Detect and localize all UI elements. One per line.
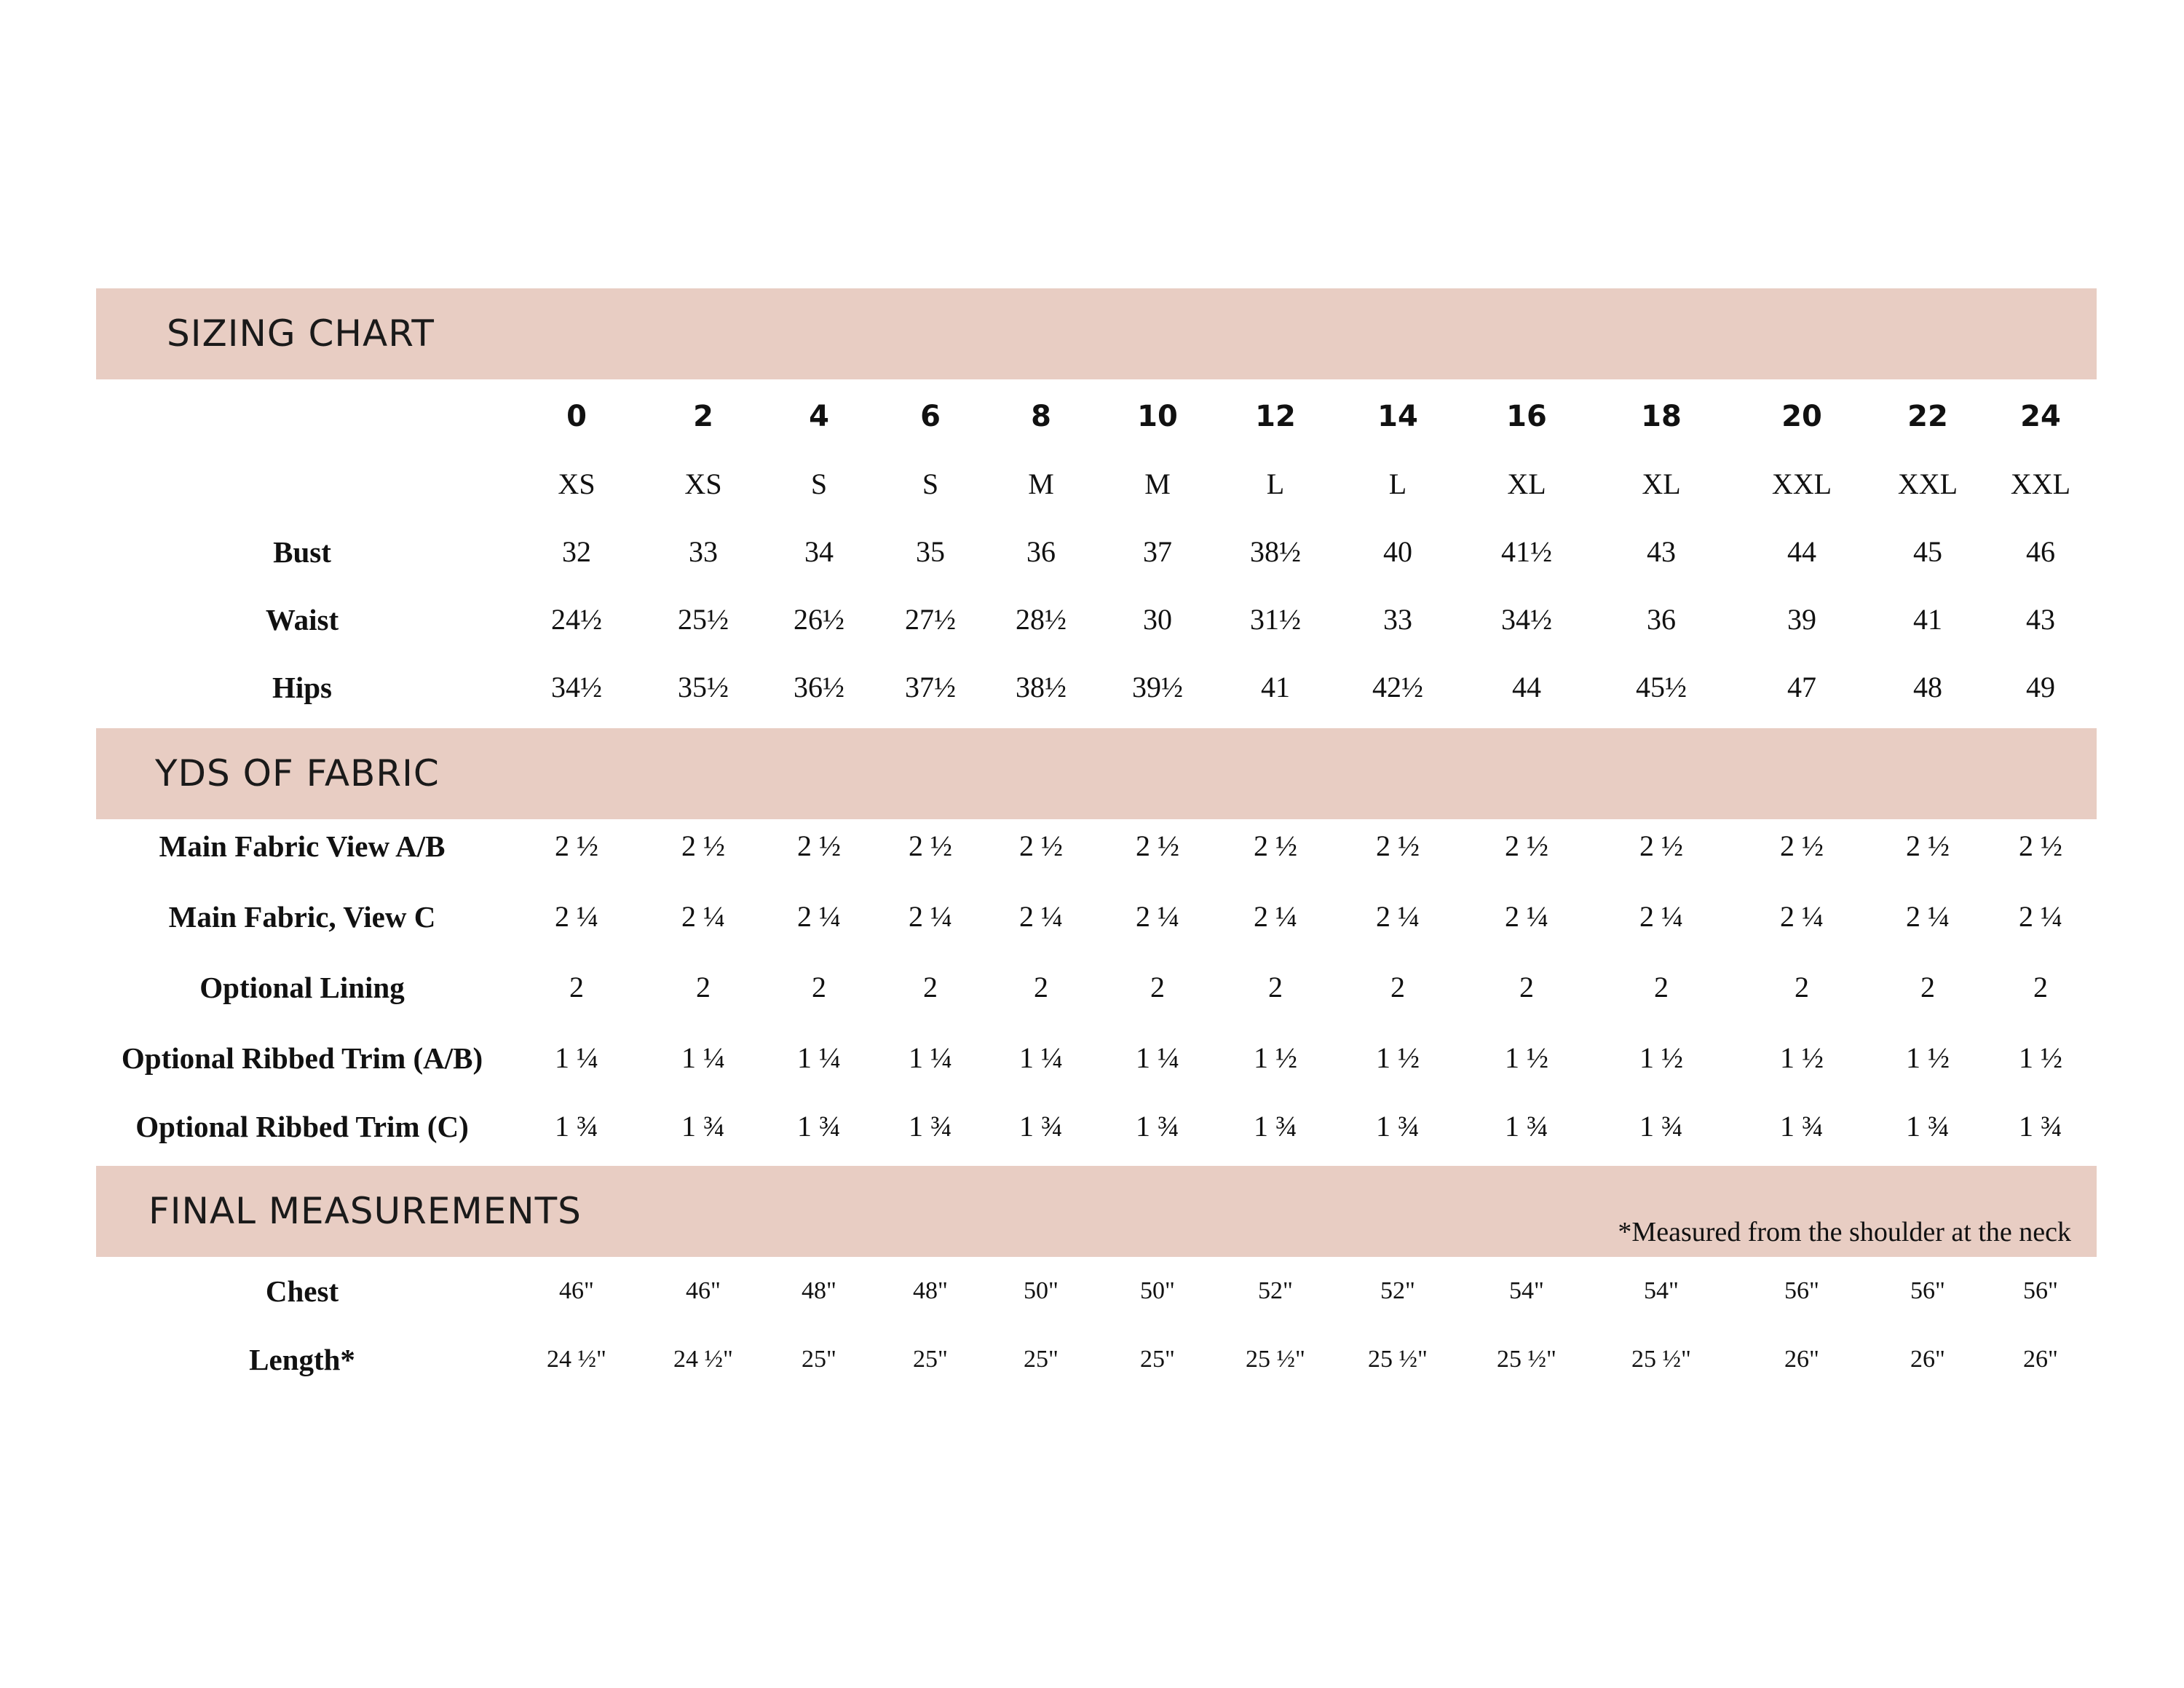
- sizing-chart-title: SIZING CHART: [167, 312, 435, 355]
- table-cell: 25": [802, 1346, 836, 1373]
- table-cell: 56": [1784, 1277, 1819, 1304]
- table-cell: 2 ¼: [1376, 900, 1420, 933]
- table-cell: 2: [693, 400, 713, 433]
- table-cell: 45½: [1636, 671, 1687, 703]
- table-cell: 2: [696, 971, 711, 1003]
- table-cell: 12: [1255, 400, 1296, 433]
- table-cell: 1 ½: [1254, 1041, 1297, 1074]
- table-cell: 41½: [1501, 535, 1552, 568]
- table-cell: 32: [562, 535, 591, 568]
- table-cell: 16: [1506, 400, 1547, 433]
- table-cell: 38½: [1016, 671, 1067, 703]
- table-cell: 24 ½": [547, 1346, 606, 1373]
- table-cell: 25 ½": [1246, 1346, 1305, 1373]
- table-cell: 2: [1654, 971, 1669, 1003]
- table-cell: 56": [2023, 1277, 2058, 1304]
- table-cell: 35½: [678, 671, 729, 703]
- table-cell: 1 ¼: [681, 1041, 725, 1074]
- table-cell: 34½: [551, 671, 602, 703]
- table-cell: 25": [1024, 1346, 1059, 1373]
- table-cell: 26½: [794, 603, 844, 636]
- table-cell: 10: [1137, 400, 1178, 433]
- table-cell: 35: [916, 535, 945, 568]
- table-cell: 2: [923, 971, 938, 1003]
- table-cell: 0: [566, 400, 587, 433]
- table-cell: 2 ½: [1254, 829, 1297, 862]
- table-cell: 25½: [678, 603, 729, 636]
- table-cell: 4: [809, 400, 829, 433]
- table-cell: 2 ¼: [1780, 900, 1824, 933]
- table-cell: 1 ¼: [797, 1041, 841, 1074]
- table-cell: 2: [1150, 971, 1165, 1003]
- table-cell: 2 ½: [797, 829, 841, 862]
- table-cell: XS: [558, 468, 596, 500]
- table-row: [0, 519, 2184, 585]
- row-label: Optional Lining: [199, 971, 405, 1004]
- row-label: Waist: [265, 603, 339, 636]
- table-cell: 2: [1268, 971, 1283, 1003]
- table-cell: 1 ¾: [681, 1110, 725, 1143]
- table-cell: 1 ½: [2019, 1041, 2062, 1074]
- table-cell: 2: [1034, 971, 1048, 1003]
- table-cell: 1 ¾: [1019, 1110, 1063, 1143]
- table-cell: 1 ¾: [2019, 1110, 2062, 1143]
- table-row: [0, 1258, 2184, 1324]
- row-label: Bust: [273, 535, 331, 569]
- table-cell: 26": [2023, 1346, 2058, 1373]
- table-cell: M: [1144, 468, 1171, 500]
- row-label: Chest: [265, 1274, 339, 1308]
- table-row: [0, 884, 2184, 950]
- table-cell: 25": [913, 1346, 948, 1373]
- table-cell: 1 ¾: [1376, 1110, 1420, 1143]
- table-cell: 37½: [905, 671, 956, 703]
- table-cell: 2 ¼: [1906, 900, 1950, 933]
- table-cell: 1 ¾: [555, 1110, 598, 1143]
- final-measurements-header: [96, 1166, 2097, 1257]
- row-label: Main Fabric View A/B: [159, 829, 446, 863]
- table-cell: 38½: [1250, 535, 1301, 568]
- fabric-title: YDS OF FABRIC: [155, 752, 440, 794]
- table-cell: 2 ½: [1780, 829, 1824, 862]
- table-cell: 48": [802, 1277, 836, 1304]
- table-cell: 2 ¼: [2019, 900, 2062, 933]
- size-number-row: [0, 384, 2184, 449]
- table-cell: 2: [2033, 971, 2048, 1003]
- table-cell: 25 ½": [1631, 1346, 1691, 1373]
- table-cell: 27½: [905, 603, 956, 636]
- table-cell: 20: [1781, 400, 1822, 433]
- table-cell: 2 ¼: [909, 900, 952, 933]
- table-cell: 1 ½: [1376, 1041, 1420, 1074]
- table-cell: 2 ½: [909, 829, 952, 862]
- table-cell: S: [922, 468, 939, 500]
- table-cell: 2: [1795, 971, 1809, 1003]
- table-cell: 24: [2020, 400, 2061, 433]
- table-cell: 1 ¾: [1639, 1110, 1683, 1143]
- table-cell: 31½: [1250, 603, 1301, 636]
- table-cell: 24 ½": [673, 1346, 733, 1373]
- table-cell: 39½: [1132, 671, 1183, 703]
- table-cell: 46": [686, 1277, 721, 1304]
- row-label: Main Fabric, View C: [168, 900, 436, 934]
- table-cell: 40: [1383, 535, 1412, 568]
- table-cell: M: [1028, 468, 1054, 500]
- final-measurements-title: FINAL MEASUREMENTS: [149, 1190, 582, 1232]
- table-cell: 2 ¼: [1136, 900, 1179, 933]
- table-cell: 1 ½: [1639, 1041, 1683, 1074]
- table-cell: 25 ½": [1368, 1346, 1428, 1373]
- table-cell: S: [810, 468, 828, 500]
- table-cell: 1 ¾: [797, 1110, 841, 1143]
- table-cell: 1 ¼: [1019, 1041, 1063, 1074]
- table-cell: 1 ¼: [555, 1041, 598, 1074]
- row-label: Length*: [249, 1343, 355, 1376]
- row-label: Hips: [272, 671, 333, 704]
- table-cell: 2 ½: [1376, 829, 1420, 862]
- table-cell: 33: [1383, 603, 1412, 636]
- table-cell: 1 ¾: [1906, 1110, 1950, 1143]
- table-cell: 49: [2026, 671, 2055, 703]
- table-cell: 43: [1647, 535, 1676, 568]
- table-cell: 2: [569, 971, 584, 1003]
- table-cell: 2 ½: [555, 829, 598, 862]
- row-label: Optional Ribbed Trim (C): [135, 1110, 469, 1143]
- sizing-chart-header: [96, 288, 2097, 379]
- table-cell: 1 ¼: [1136, 1041, 1179, 1074]
- table-cell: 25 ½": [1497, 1346, 1556, 1373]
- table-cell: 36: [1026, 535, 1056, 568]
- table-cell: 44: [1787, 535, 1816, 568]
- table-cell: 52": [1258, 1277, 1293, 1304]
- table-cell: XXL: [2010, 468, 2071, 500]
- table-cell: XL: [1642, 468, 1681, 500]
- table-cell: 2 ½: [1136, 829, 1179, 862]
- table-row: [0, 1094, 2184, 1159]
- table-cell: 1 ¾: [1254, 1110, 1297, 1143]
- table-cell: XS: [684, 468, 722, 500]
- table-cell: 1 ¾: [1505, 1110, 1548, 1143]
- table-cell: 26": [1910, 1346, 1945, 1373]
- table-cell: 2 ½: [1019, 829, 1063, 862]
- table-cell: 33: [689, 535, 718, 568]
- table-cell: 39: [1787, 603, 1816, 636]
- table-cell: 2 ¼: [797, 900, 841, 933]
- table-cell: 56": [1910, 1277, 1945, 1304]
- table-cell: 54": [1509, 1277, 1544, 1304]
- table-cell: 1 ¾: [1136, 1110, 1179, 1143]
- table-row: [0, 1025, 2184, 1091]
- table-cell: 48": [913, 1277, 948, 1304]
- table-row: [0, 955, 2184, 1020]
- table-cell: 2: [812, 971, 826, 1003]
- table-cell: 2 ¼: [1019, 900, 1063, 933]
- table-cell: 46: [2026, 535, 2055, 568]
- table-cell: 1 ¼: [909, 1041, 952, 1074]
- table-cell: XL: [1507, 468, 1546, 500]
- table-cell: 34: [804, 535, 834, 568]
- table-cell: 42½: [1372, 671, 1423, 703]
- table-cell: 36½: [794, 671, 844, 703]
- table-cell: 45: [1913, 535, 1942, 568]
- table-cell: 1 ¾: [909, 1110, 952, 1143]
- table-cell: 8: [1031, 400, 1051, 433]
- table-cell: 1 ½: [1780, 1041, 1824, 1074]
- table-cell: 30: [1143, 603, 1172, 636]
- table-cell: 1 ½: [1906, 1041, 1950, 1074]
- table-cell: 2 ¼: [555, 900, 598, 933]
- table-cell: 50": [1024, 1277, 1059, 1304]
- table-cell: 2 ¼: [681, 900, 725, 933]
- table-cell: 2: [1390, 971, 1405, 1003]
- table-cell: 1 ½: [1505, 1041, 1548, 1074]
- table-cell: 2: [1920, 971, 1935, 1003]
- table-cell: 44: [1512, 671, 1541, 703]
- table-cell: 24½: [551, 603, 602, 636]
- table-cell: L: [1388, 468, 1407, 500]
- table-cell: 37: [1143, 535, 1172, 568]
- table-cell: 2 ½: [2019, 829, 2062, 862]
- size-letter-row: [0, 451, 2184, 517]
- table-cell: 2 ½: [1906, 829, 1950, 862]
- table-cell: 52": [1380, 1277, 1415, 1304]
- table-cell: 41: [1261, 671, 1290, 703]
- table-row: [0, 1327, 2184, 1392]
- table-cell: 28½: [1016, 603, 1067, 636]
- length-footnote: *Measured from the shoulder at the neck: [1618, 1217, 2071, 1247]
- table-cell: 2 ½: [1505, 829, 1548, 862]
- row-label: Optional Ribbed Trim (A/B): [121, 1041, 483, 1075]
- table-cell: 34½: [1501, 603, 1552, 636]
- table-cell: 18: [1641, 400, 1682, 433]
- table-cell: 26": [1784, 1346, 1819, 1373]
- table-cell: 43: [2026, 603, 2055, 636]
- table-cell: 2 ¼: [1505, 900, 1548, 933]
- table-cell: 2 ¼: [1639, 900, 1683, 933]
- table-cell: 2: [1519, 971, 1534, 1003]
- table-cell: 50": [1140, 1277, 1175, 1304]
- table-cell: 48: [1913, 671, 1942, 703]
- table-cell: 22: [1907, 400, 1948, 433]
- table-cell: 36: [1647, 603, 1676, 636]
- table-cell: 25": [1140, 1346, 1175, 1373]
- table-cell: 54": [1644, 1277, 1679, 1304]
- fabric-header: [96, 728, 2097, 819]
- table-row: [0, 813, 2184, 879]
- table-cell: 46": [559, 1277, 594, 1304]
- table-cell: 6: [920, 400, 941, 433]
- table-cell: 2 ½: [681, 829, 725, 862]
- table-cell: 2 ½: [1639, 829, 1683, 862]
- table-cell: 14: [1377, 400, 1418, 433]
- table-cell: 41: [1913, 603, 1942, 636]
- table-row: [0, 587, 2184, 652]
- table-cell: XXL: [1771, 468, 1832, 500]
- table-cell: 2 ¼: [1254, 900, 1297, 933]
- table-cell: L: [1266, 468, 1285, 500]
- table-row: [0, 655, 2184, 720]
- table-cell: XXL: [1897, 468, 1958, 500]
- table-cell: 1 ¾: [1780, 1110, 1824, 1143]
- table-cell: 47: [1787, 671, 1816, 703]
